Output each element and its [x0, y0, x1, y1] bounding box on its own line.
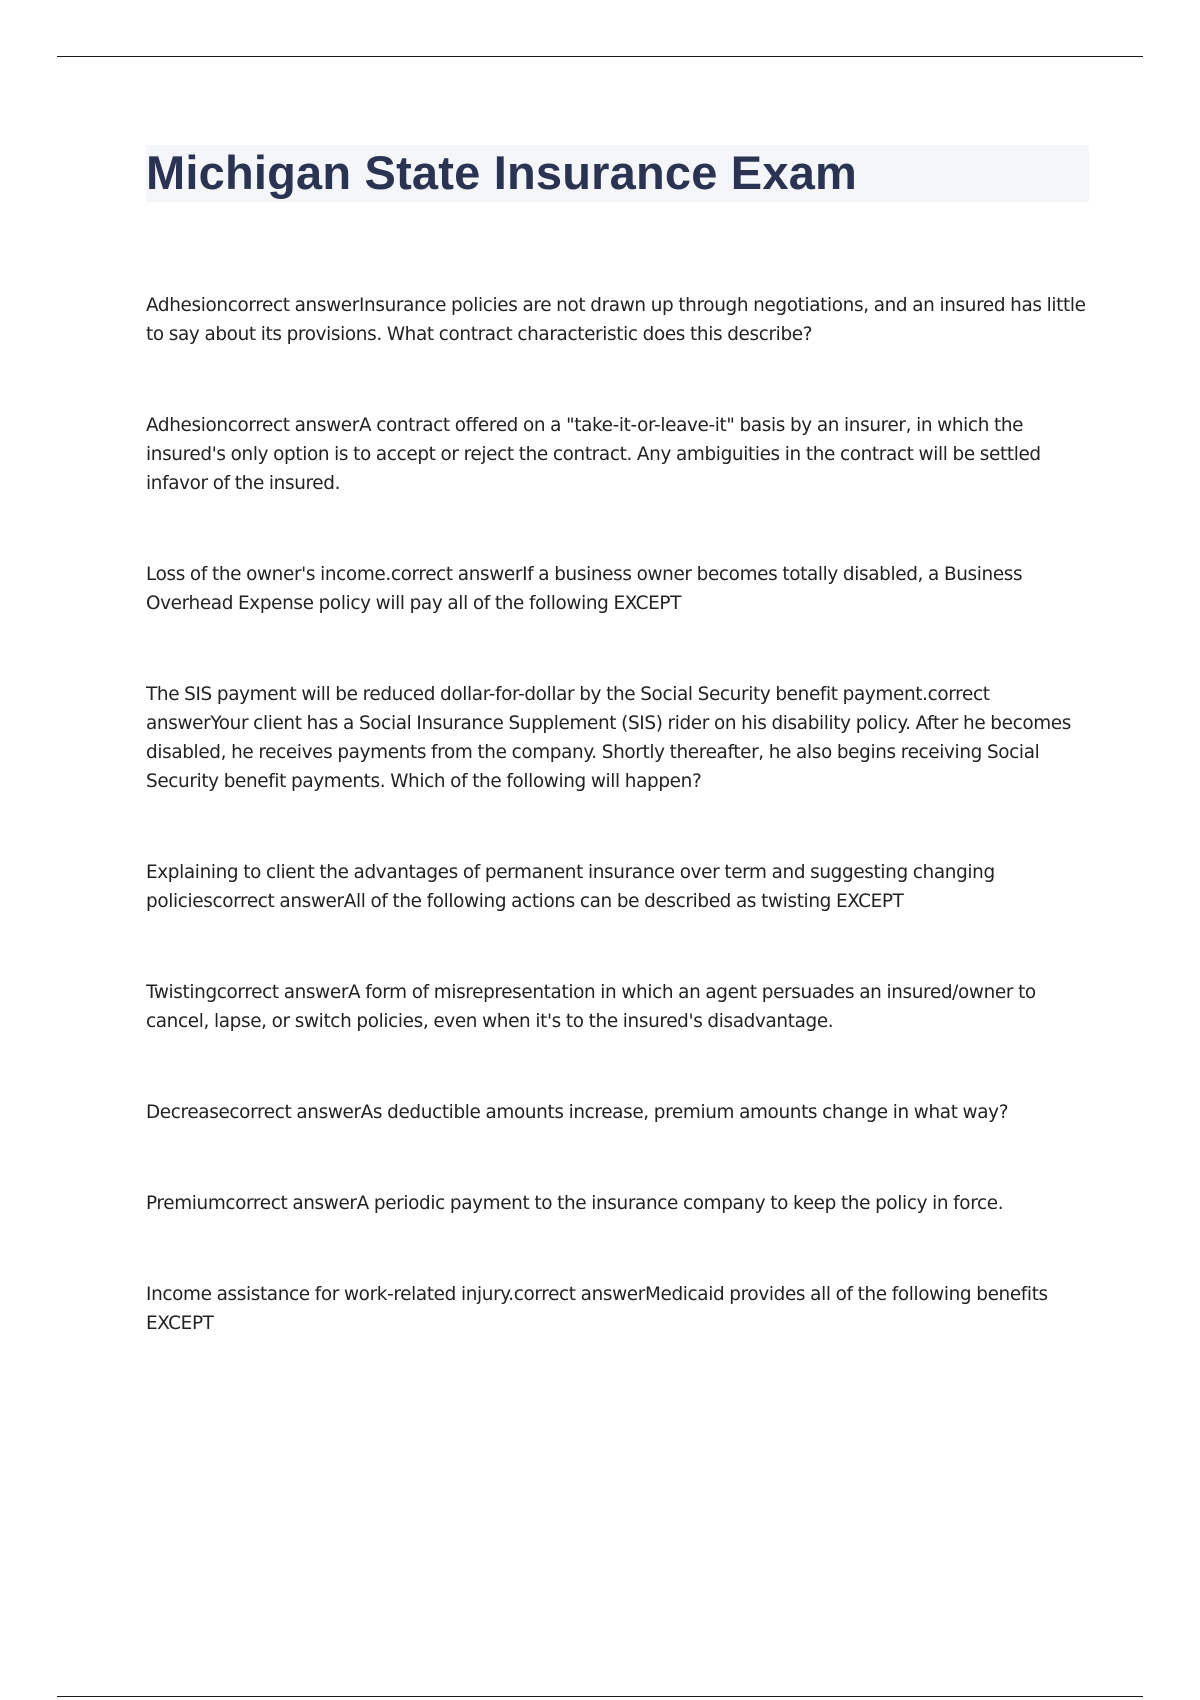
top-page-rule — [57, 56, 1143, 57]
page-title: Michigan State Insurance Exam — [146, 146, 858, 199]
qa-entry: Income assistance for work-related injury.correct answerMedicaid provides all of the following benefits EXCEPT — [146, 1284, 1048, 1334]
qa-entry: Explaining to client the advantages of permanent insurance over term and suggesting changing policiescorrect answerAll of the following actions can be described as twisting EXCEPT — [146, 862, 995, 912]
qa-entry: The SIS payment will be reduced dollar-for-dollar by the Social Security benefit payment.correct answerYour client has a Social Insurance Supplement (SIS) rider on his disability policy. After he becomes disabled, he receives payments from the company. Shortly thereafter, he also begins receiving Social Security benefit payments. Which of the following will happen? — [146, 684, 1071, 792]
bottom-page-rule — [57, 1696, 1143, 1697]
qa-entry: Twistingcorrect answerA form of misrepresentation in which an agent persuades an insured/owner to cancel, lapse, or switch policies, even when it's to the insured's disadvantage. — [146, 982, 1036, 1032]
qa-entry: Adhesioncorrect answerInsurance policies are not drawn up through negotiations, and an insured has little to say about its provisions. What contract characteristic does this describe? — [146, 295, 1086, 345]
qa-entry: Loss of the owner's income.correct answerIf a business owner becomes totally disabled, a Business Overhead Expense policy will pay all of the following EXCEPT — [146, 564, 1023, 614]
qa-entry: Decreasecorrect answerAs deductible amounts increase, premium amounts change in what way? — [146, 1102, 1009, 1123]
qa-entry: Adhesioncorrect answerA contract offered on a "take-it-or-leave-it" basis by an insurer, in which the insured's only option is to accept or reject the contract. Any ambiguities in the contract will be settled infavor of the insured. — [146, 415, 1041, 494]
qa-entry: Premiumcorrect answerA periodic payment to the insurance company to keep the policy in force. — [146, 1193, 1004, 1214]
qa-list — [146, 291, 1090, 1400]
